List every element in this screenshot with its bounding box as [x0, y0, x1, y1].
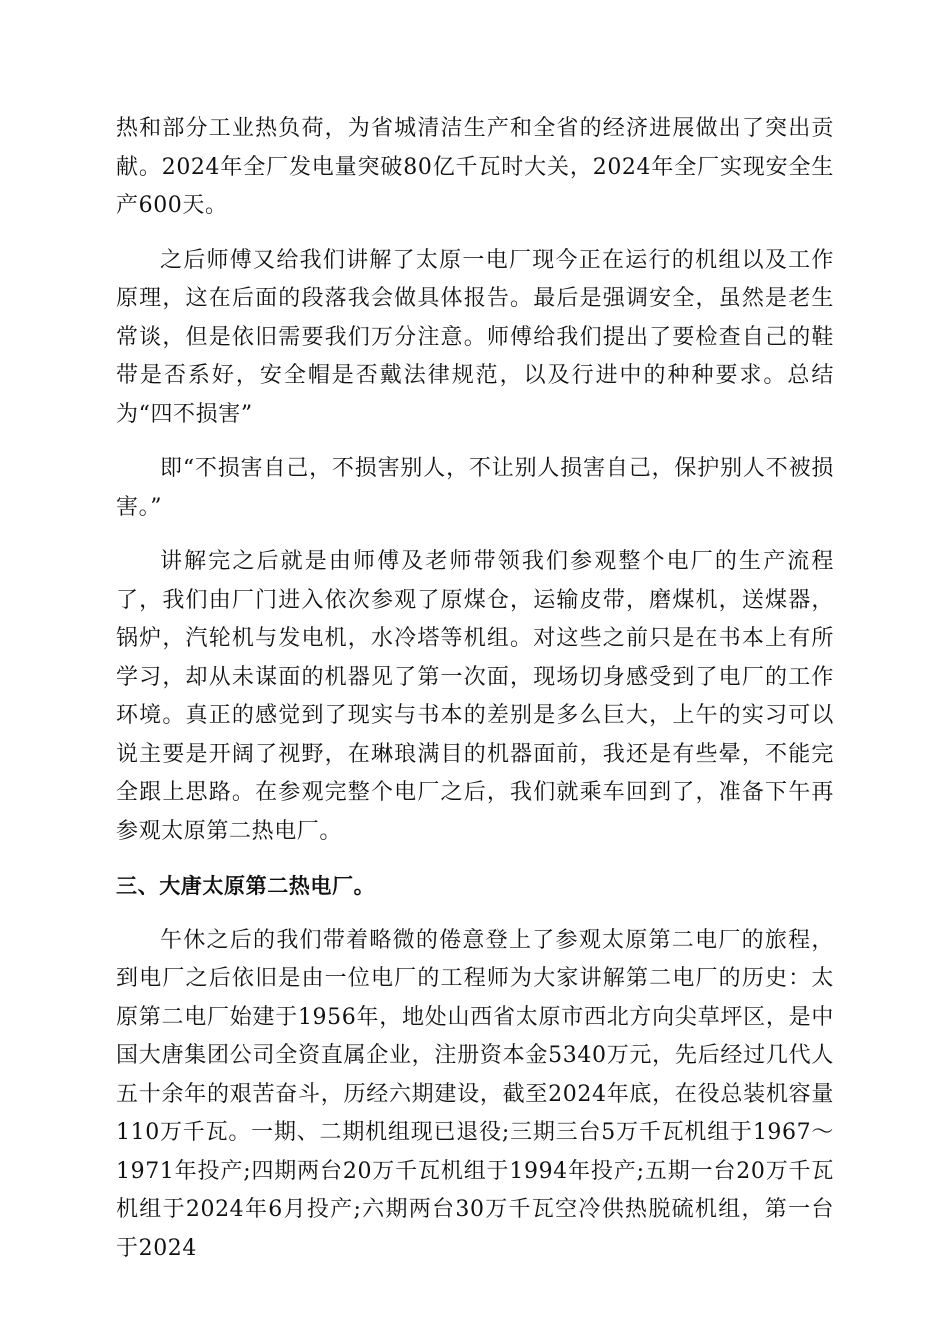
- section-heading: 三、大唐太原第二热电厂。: [116, 874, 376, 898]
- paragraph-four-no-harm: 即“不损害自己，不损害别人，不让别人损害自己，保护别人不被损害。”: [116, 456, 834, 520]
- paragraph-second-plant-history: 午休之后的我们带着略微的倦意登上了参观太原第二电厂的旅程，到电厂之后依旧是由一位电厂的工程师为大家讲解第二电厂的历史：太原第二电厂始建于1956年，地处山西省太原市西北方向尖草坪区，是中国大唐集团公司全资直属企业，注册资本金5340万元，先后经过几代人五十余年的艰苦奋斗，历经六期建设，截至2024年底，在役总装机容量110万千瓦。一期、二期机组现已退役;三期三台5万千瓦机组于1967～1971年投产;四期两台20万千瓦机组于1994年投产;五期一台20万千瓦机组于2024年6月投产;六期两台30万千瓦空冷供热脱硫机组，第一台于2024: [116, 927, 834, 1261]
- paragraph-continuation: 热和部分工业热负荷，为省城清洁生产和全省的经济进展做出了突出贡献。2024年全厂发电量突破80亿千瓦时大关，2024年全厂实现安全生产600天。: [116, 116, 834, 218]
- paragraph-safety-briefing: 之后师傅又给我们讲解了太原一电厂现今正在运行的机组以及工作原理，这在后面的段落我会做具体报告。最后是强调安全，虽然是老生常谈，但是依旧需要我们万分注意。师傅给我们提出了要检查自己的鞋带是否系好，安全帽是否戴法律规范，以及行进中的种种要求。总结为“四不损害”: [116, 247, 834, 427]
- paragraph-plant-tour: 讲解完之后就是由师傅及老师带领我们参观整个电厂的生产流程了，我们由厂门进入依次参观了原煤仓，运输皮带，磨煤机，送煤器，锅炉，汽轮机与发电机，水冷塔等机组。对这些之前只是在书本上有所学习，却从未谋面的机器见了第一次面，现场切身感受到了电厂的工作环境。真正的感觉到了现实与书本的差别是多么巨大，上午的实习可以说主要是开阔了视野，在琳琅满目的机器面前，我还是有些晕，不能完全跟上思路。在参观完整个电厂之后，我们就乘车回到了，准备下午再参观太原第二热电厂。: [116, 549, 834, 844]
- document-body: [116, 110, 834, 1284]
